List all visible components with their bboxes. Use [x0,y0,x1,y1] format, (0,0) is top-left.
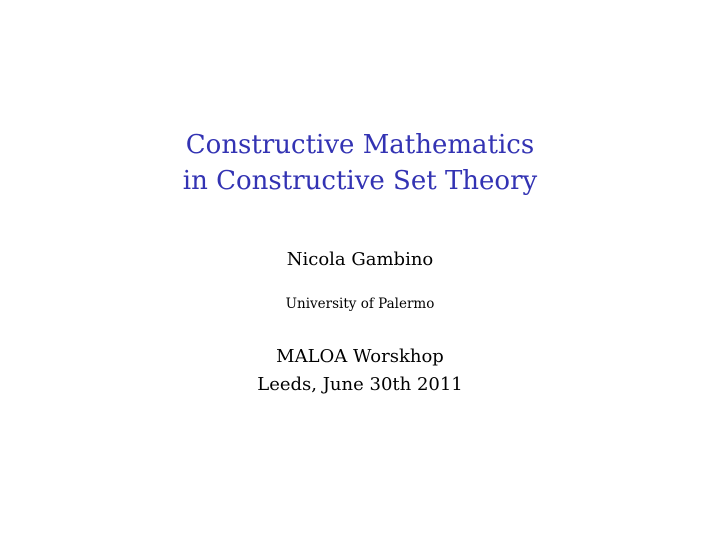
title-line-1: Constructive Mathematics [185,130,535,160]
slide-title [0,127,720,199]
event-name: MALOA Worskhop [276,346,444,367]
event-info [0,343,720,399]
author-institute: University of Palermo [285,296,435,312]
title-line-2: in Constructive Set Theory [182,166,538,196]
event-date-location: Leeds, June 30th 2011 [257,374,463,395]
author-name: Nicola Gambino [286,249,434,270]
